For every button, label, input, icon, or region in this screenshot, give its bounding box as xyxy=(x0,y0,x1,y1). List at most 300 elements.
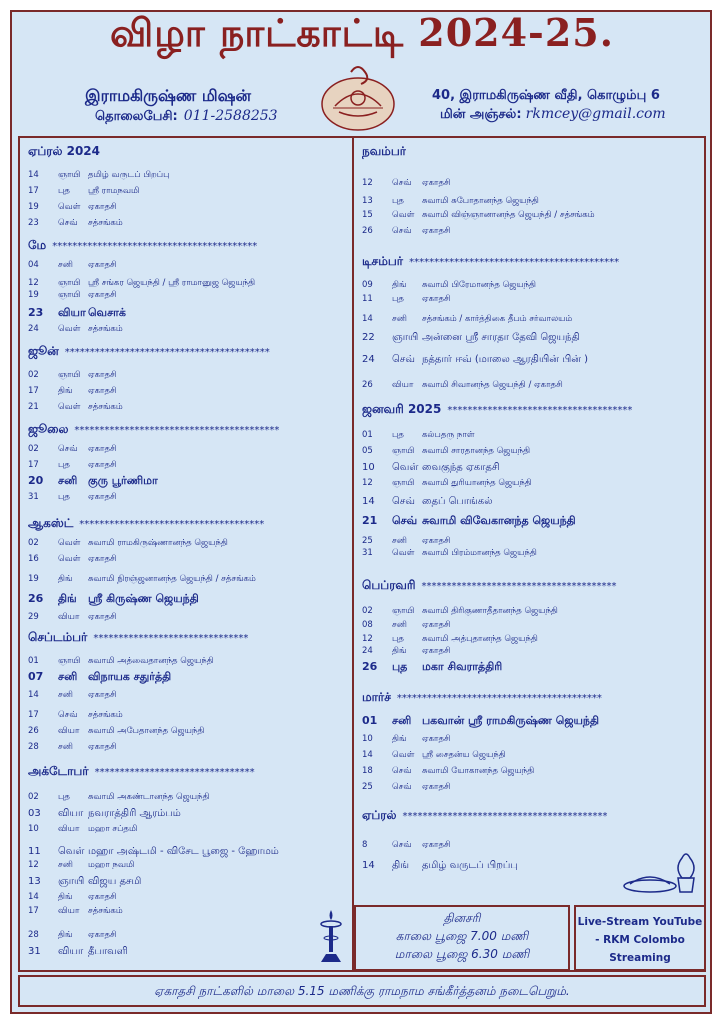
event-name: சுவாமி பிரம்மானந்த ஜெயந்தி xyxy=(422,548,537,558)
event-row xyxy=(362,430,475,441)
event-day: 22 xyxy=(362,332,375,343)
event-weekday: சனி xyxy=(58,690,73,700)
event-name: ஏகாதசி xyxy=(88,386,117,396)
organization-name: இராமகிருஷ்ண மிஷன் xyxy=(85,86,252,105)
event-weekday: வியா xyxy=(58,906,80,916)
event-day: 17 xyxy=(28,460,39,470)
event-weekday: திங் xyxy=(58,930,73,940)
event-weekday: செவ் xyxy=(392,496,415,507)
event-weekday: செவ் xyxy=(392,514,418,527)
event-name: ஏகாதசி xyxy=(88,370,117,380)
event-name: சத்சங்கம் / கார்த்திகை தீபம் சர்வாலயம் xyxy=(422,314,573,324)
event-day: 21 xyxy=(362,514,378,527)
month-stars: ************************************* xyxy=(79,519,265,530)
event-name: சுவாமி அத்வைதானந்த ஜெயந்தி xyxy=(88,656,214,666)
event-row xyxy=(362,196,539,207)
event-name: தீபாவளி xyxy=(88,946,128,957)
phone-line xyxy=(95,108,278,125)
event-day: 26 xyxy=(28,592,44,605)
event-weekday: செவ் xyxy=(392,766,412,776)
event-name: ஏகாதசி xyxy=(88,742,117,752)
month-name: டிசம்பர் xyxy=(362,254,404,268)
event-weekday: புத xyxy=(392,430,404,440)
event-row xyxy=(362,178,451,189)
month-heading xyxy=(28,238,257,254)
event-row xyxy=(28,538,228,549)
event-weekday: திங் xyxy=(58,592,77,605)
event-row xyxy=(28,324,123,335)
event-name: நவராத்திரி ஆரம்பம் xyxy=(88,808,181,819)
event-weekday: புத xyxy=(392,660,408,673)
event-row xyxy=(28,444,117,455)
page-title: விழா நாட்காட்டி 2024-25. xyxy=(110,10,614,55)
event-day: 28 xyxy=(28,742,39,752)
event-day: 24 xyxy=(362,354,375,365)
event-weekday: வெள் xyxy=(58,202,81,212)
month-heading xyxy=(362,402,632,418)
email-address[interactable]: rkmcey@gmail.com xyxy=(525,106,666,122)
event-day: 26 xyxy=(28,726,39,736)
month-stars: ******************************** xyxy=(94,767,255,778)
event-name: ஏகாதசி xyxy=(88,612,117,622)
event-name: ஏகாதசி xyxy=(88,260,117,270)
event-name: சுவாமி அகண்டானந்த ஜெயந்தி xyxy=(88,792,210,802)
event-day: 04 xyxy=(28,260,39,270)
month-heading xyxy=(28,630,248,646)
event-row xyxy=(362,294,451,305)
month-heading xyxy=(362,808,607,824)
event-day: 16 xyxy=(28,554,39,564)
event-day: 08 xyxy=(362,620,373,630)
month-name: அக்டோபர் xyxy=(28,764,89,778)
footer-note: ஏகாதசி நாட்களில் மாலை 5.15 மணிக்கு ராமநாம சங்கீர்த்தனம் நடைபெறும். xyxy=(18,975,706,1007)
event-row xyxy=(28,402,123,413)
month-heading xyxy=(362,254,619,270)
event-day: 17 xyxy=(28,386,39,396)
event-weekday: திங் xyxy=(58,386,73,396)
event-row xyxy=(362,714,599,729)
event-weekday: ஞாயி xyxy=(392,606,415,616)
event-day: 14 xyxy=(362,496,375,507)
month-heading xyxy=(28,516,264,532)
event-row xyxy=(362,840,451,851)
event-day: 26 xyxy=(362,380,373,390)
event-day: 14 xyxy=(28,892,39,902)
event-row xyxy=(28,574,256,585)
event-day: 01 xyxy=(28,656,39,666)
event-name: ஏகாதசி xyxy=(88,290,117,300)
livestream-box xyxy=(574,905,706,971)
event-row xyxy=(28,612,117,623)
event-row xyxy=(362,226,451,237)
event-day: 03 xyxy=(28,808,41,819)
event-name: ஏகாதசி xyxy=(88,460,117,470)
event-name: விஜய தசமி xyxy=(88,876,142,887)
event-weekday: ஞாயி xyxy=(58,370,81,380)
event-name: அன்னை ஸ்ரீ சாரதா தேவி ஜெயந்தி xyxy=(422,332,580,343)
event-weekday: வியா xyxy=(58,726,80,736)
event-row xyxy=(28,218,123,229)
event-row xyxy=(28,202,117,213)
event-row xyxy=(28,726,204,737)
event-day: 21 xyxy=(28,402,39,412)
month-heading xyxy=(362,690,602,706)
event-day: 10 xyxy=(362,734,373,744)
event-day: 10 xyxy=(28,824,39,834)
event-name: சுவாமி துரியானந்த ஜெயந்தி xyxy=(422,478,532,488)
event-weekday: சனி xyxy=(58,742,73,752)
month-heading xyxy=(28,764,255,780)
event-day: 31 xyxy=(362,548,373,558)
event-day: 12 xyxy=(362,178,373,188)
event-day: 11 xyxy=(28,846,41,857)
event-weekday: வியா xyxy=(58,946,84,957)
event-row xyxy=(28,474,158,489)
event-row xyxy=(362,446,530,457)
event-name: சுவாமி விஞ்ஞானானந்த ஜெயந்தி / சத்சங்கம் xyxy=(422,210,595,220)
event-row xyxy=(362,354,588,366)
event-weekday: செவ் xyxy=(58,444,78,454)
event-row xyxy=(28,792,209,803)
event-name: குரு பூர்ணிமா xyxy=(88,474,158,487)
event-row xyxy=(362,314,572,325)
event-name: ஏகாதசி xyxy=(88,690,117,700)
event-day: 07 xyxy=(28,670,44,683)
event-weekday: புத xyxy=(58,460,70,470)
event-name: விநாயக சதுர்த்தி xyxy=(88,670,172,683)
event-weekday: சனி xyxy=(58,474,78,487)
event-weekday: வெள் xyxy=(392,548,415,558)
event-name: ஏகாதசி xyxy=(88,892,117,902)
event-name: ஏகாதசி xyxy=(422,226,451,236)
event-row xyxy=(28,808,181,820)
event-row xyxy=(362,634,538,645)
daily-pooja-box xyxy=(354,905,570,971)
event-weekday: புத xyxy=(392,294,404,304)
event-name: ஏகாதசி xyxy=(422,646,451,656)
event-row xyxy=(362,606,558,617)
event-day: 02 xyxy=(28,370,39,380)
event-name: வெசாக் xyxy=(88,306,126,319)
event-name: மஹா அஷ்டமி - விசேட பூஜை - ஹோமம் xyxy=(88,846,279,857)
event-day: 02 xyxy=(28,538,39,548)
event-row xyxy=(28,370,117,381)
event-row xyxy=(28,690,117,701)
event-row xyxy=(28,492,117,503)
stream-line-1: Live-Stream YouTube xyxy=(577,916,703,928)
oil-lamp-icon xyxy=(316,908,346,964)
event-day: 26 xyxy=(362,660,378,673)
event-weekday: செவ் xyxy=(392,354,415,365)
pooja-items-icon xyxy=(620,848,700,896)
month-stars: ***************************************** xyxy=(52,241,258,252)
event-row xyxy=(28,278,255,289)
event-day: 14 xyxy=(362,750,373,760)
event-weekday: வெள் xyxy=(58,402,81,412)
event-name: சுவாமி அபேதானந்த ஜெயந்தி xyxy=(88,726,205,736)
month-name: ஏப்ரல் xyxy=(362,808,397,822)
event-day: 12 xyxy=(362,478,373,488)
event-weekday: திங் xyxy=(392,646,407,656)
event-name: சுவாமி சுபோதானந்த ஜெயந்தி xyxy=(422,196,539,206)
event-weekday: வியா xyxy=(58,306,86,319)
event-weekday: ஞாயி xyxy=(392,332,419,343)
event-weekday: ஞாயி xyxy=(392,446,415,456)
stream-line-3: Streaming xyxy=(609,952,671,964)
month-stars: ***************************************** xyxy=(396,693,602,704)
event-weekday: திங் xyxy=(58,574,73,584)
event-weekday: செவ் xyxy=(58,218,78,228)
event-name: சுவாமி ராமகிருஷ்ணானந்த ஜெயந்தி xyxy=(88,538,228,548)
event-row xyxy=(28,876,141,888)
event-row xyxy=(362,734,451,745)
month-stars: ***************************************** xyxy=(74,425,280,436)
daily-title: தினசரி xyxy=(443,911,481,925)
event-weekday: வியா xyxy=(58,808,84,819)
event-weekday: திங் xyxy=(392,280,407,290)
event-name: ஸ்ரீ சங்கர ஜெயந்தி / ஸ்ரீ ராமானுஜ ஜெயந்தி xyxy=(88,278,256,288)
phone-number: 011-2588253 xyxy=(183,108,278,124)
event-weekday: செவ் xyxy=(392,226,412,236)
event-row xyxy=(362,782,451,793)
event-row xyxy=(28,554,117,565)
event-weekday: சனி xyxy=(392,620,407,630)
event-day: 18 xyxy=(362,766,373,776)
event-weekday: சனி xyxy=(58,670,78,683)
event-name: ஏகாதசி xyxy=(422,734,451,744)
event-row xyxy=(362,766,534,777)
event-day: 02 xyxy=(28,792,39,802)
event-name: சுவாமி திரிகுணாதீதானந்த ஜெயந்தி xyxy=(422,606,558,616)
event-row xyxy=(362,646,451,657)
event-row xyxy=(28,892,117,903)
event-weekday: திங் xyxy=(392,860,409,871)
event-name: வைகுந்த ஏகாதசி xyxy=(422,462,500,473)
month-heading xyxy=(28,422,279,438)
evening-pooja: மாலை பூஜை 6.30 மணி xyxy=(394,947,530,961)
event-name: சுவாமி சாரதானந்த ஜெயந்தி xyxy=(422,446,531,456)
month-heading xyxy=(362,578,617,594)
stream-line-2: - RKM Colombo xyxy=(595,934,685,946)
event-name: சுவாமி யோகானந்த ஜெயந்தி xyxy=(422,766,535,776)
event-name: நத்தார் ஈவ் (மாலை ஆரதியின் பின் ) xyxy=(422,354,589,365)
event-row xyxy=(28,386,117,397)
event-weekday: திங் xyxy=(392,734,407,744)
event-name: சுவாமி பிரேமானந்த ஜெயந்தி xyxy=(422,280,536,290)
event-name: மஹா சப்தமி xyxy=(88,824,138,834)
event-name: ஏகாதசி xyxy=(88,492,117,502)
event-row xyxy=(362,548,537,559)
event-name: சத்சங்கம் xyxy=(88,324,123,334)
event-weekday: செவ் xyxy=(392,782,412,792)
event-day: 17 xyxy=(28,710,39,720)
event-day: 14 xyxy=(362,314,373,324)
event-name: ஸ்ரீ ராமநவமி xyxy=(88,186,140,196)
month-stars: ****************************************** xyxy=(409,257,620,268)
event-weekday: வெள் xyxy=(58,846,85,857)
event-weekday: வெள் xyxy=(392,210,415,220)
event-weekday: ஞாயி xyxy=(392,478,415,488)
event-weekday: ஞாயி xyxy=(58,278,81,288)
event-weekday: புத xyxy=(58,792,70,802)
event-name: ஏகாதசி xyxy=(88,444,117,454)
event-day: 15 xyxy=(362,210,373,220)
event-row xyxy=(362,660,502,675)
event-weekday: ஞாயி xyxy=(58,656,81,666)
event-name: ஸ்ரீ சைதன்ய ஜெயந்தி xyxy=(422,750,506,760)
event-day: 8 xyxy=(362,840,368,850)
morning-pooja: காலை பூஜை 7.00 மணி xyxy=(395,929,529,943)
event-row xyxy=(362,332,580,344)
event-name: தமிழ் வருடப் பிறப்பு xyxy=(88,170,170,180)
event-weekday: சனி xyxy=(58,860,73,870)
month-name: பெப்ரவரி xyxy=(362,578,416,592)
mission-emblem-icon xyxy=(315,62,401,134)
event-day: 09 xyxy=(362,280,373,290)
event-day: 28 xyxy=(28,930,39,940)
event-day: 17 xyxy=(28,186,39,196)
event-day: 12 xyxy=(28,278,39,288)
event-day: 24 xyxy=(28,324,39,334)
event-day: 19 xyxy=(28,202,39,212)
event-day: 01 xyxy=(362,430,373,440)
event-day: 10 xyxy=(362,462,375,473)
event-day: 01 xyxy=(362,714,378,727)
event-row xyxy=(28,930,117,941)
event-weekday: சனி xyxy=(58,260,73,270)
event-row xyxy=(362,210,595,221)
event-weekday: புத xyxy=(58,186,70,196)
event-row xyxy=(362,514,576,529)
event-name: மஹா நவமி xyxy=(88,860,135,870)
event-day: 25 xyxy=(362,536,373,546)
event-row xyxy=(28,170,169,181)
month-name: நவம்பர் xyxy=(362,144,407,158)
event-weekday: வியா xyxy=(58,612,80,622)
event-weekday: வியா xyxy=(392,380,414,390)
event-day: 12 xyxy=(362,634,373,644)
event-row xyxy=(362,750,506,761)
event-weekday: செவ் xyxy=(58,710,78,720)
month-stars: ************************************* xyxy=(447,405,633,416)
month-heading xyxy=(28,344,270,360)
event-name: ஏகாதசி xyxy=(422,782,451,792)
event-weekday: சனி xyxy=(392,536,407,546)
event-weekday: வியா xyxy=(58,824,80,834)
month-stars: ***************************************** xyxy=(402,811,608,822)
event-row xyxy=(28,860,134,871)
event-row xyxy=(28,824,137,835)
event-row xyxy=(28,906,123,917)
event-name: ஏகாதசி xyxy=(88,930,117,940)
event-day: 31 xyxy=(28,946,41,957)
event-row xyxy=(362,496,493,508)
event-row xyxy=(28,710,123,721)
event-day: 19 xyxy=(28,290,39,300)
month-name: ஆகஸ்ட் xyxy=(28,516,74,530)
event-row xyxy=(362,536,451,547)
month-name: மே xyxy=(28,238,47,252)
event-weekday: புத xyxy=(392,196,404,206)
event-day: 25 xyxy=(362,782,373,792)
event-name: ஏகாதசி xyxy=(422,840,451,850)
month-stars: ***************************************** xyxy=(64,347,270,358)
event-row xyxy=(28,656,214,667)
event-row xyxy=(28,260,117,271)
event-weekday: வெள் xyxy=(58,538,81,548)
event-weekday: வெள் xyxy=(392,750,415,760)
event-name: சத்சங்கம் xyxy=(88,218,123,228)
month-heading xyxy=(28,144,100,160)
event-row xyxy=(28,742,117,753)
event-name: ஏகாதசி xyxy=(422,620,451,630)
event-name: தமிழ் வருடப் பிறப்பு xyxy=(422,860,518,871)
event-weekday: சனி xyxy=(392,314,407,324)
event-day: 20 xyxy=(28,474,44,487)
event-row xyxy=(28,290,117,301)
column-divider xyxy=(352,136,354,972)
event-name: ஏகாதசி xyxy=(422,178,451,188)
event-name: ஏகாதசி xyxy=(422,536,451,546)
month-name: ஏப்ரல் 2024 xyxy=(28,144,101,158)
month-stars: *************************************** xyxy=(421,581,617,592)
event-weekday: செவ் xyxy=(392,178,412,188)
event-name: சுவாமி நிரஞ்ஜனானந்த ஜெயந்தி / சத்சங்கம் xyxy=(88,574,256,584)
event-row xyxy=(28,460,117,471)
event-weekday: வெள் xyxy=(392,462,419,473)
event-day: 14 xyxy=(28,170,39,180)
event-name: சுவாமி அத்புதானந்த ஜெயந்தி xyxy=(422,634,538,644)
event-row xyxy=(362,860,518,872)
event-weekday: புத xyxy=(392,634,404,644)
event-row xyxy=(28,946,128,958)
event-name: பகவான் ஸ்ரீ ராமகிருஷ்ண ஜெயந்தி xyxy=(422,714,599,727)
address: 40, இராமகிருஷ்ண வீதி, கொழும்பு 6 xyxy=(432,88,660,103)
event-name: ஸ்ரீ கிருஷ்ண ஜெயந்தி xyxy=(88,592,199,605)
event-day: 02 xyxy=(362,606,373,616)
month-name: ஜனவரி 2025 xyxy=(362,402,442,416)
event-weekday: செவ் xyxy=(392,840,412,850)
event-row xyxy=(28,186,139,197)
event-day: 12 xyxy=(28,860,39,870)
event-row xyxy=(28,592,199,607)
event-name: சத்சங்கம் xyxy=(88,710,123,720)
event-weekday: திங் xyxy=(58,892,73,902)
event-row xyxy=(362,462,500,474)
event-day: 24 xyxy=(362,646,373,656)
event-name: மகா சிவராத்திரி xyxy=(422,660,503,673)
month-name: செப்டம்பர் xyxy=(28,630,88,644)
month-name: ஜூலை xyxy=(28,422,69,436)
event-row xyxy=(362,478,532,489)
email-line xyxy=(440,106,666,123)
event-weekday: ஞாயி xyxy=(58,170,81,180)
month-heading xyxy=(362,144,406,160)
event-day: 31 xyxy=(28,492,39,502)
event-day: 13 xyxy=(362,196,373,206)
event-row xyxy=(362,280,536,291)
event-day: 23 xyxy=(28,218,39,228)
event-day: 17 xyxy=(28,906,39,916)
event-row xyxy=(362,380,563,391)
event-weekday: சனி xyxy=(392,714,412,727)
event-day: 02 xyxy=(28,444,39,454)
event-row xyxy=(28,306,126,321)
event-weekday: வெள் xyxy=(58,324,81,334)
event-row xyxy=(28,846,279,858)
event-name: ஏகாதசி xyxy=(88,554,117,564)
event-day: 05 xyxy=(362,446,373,456)
